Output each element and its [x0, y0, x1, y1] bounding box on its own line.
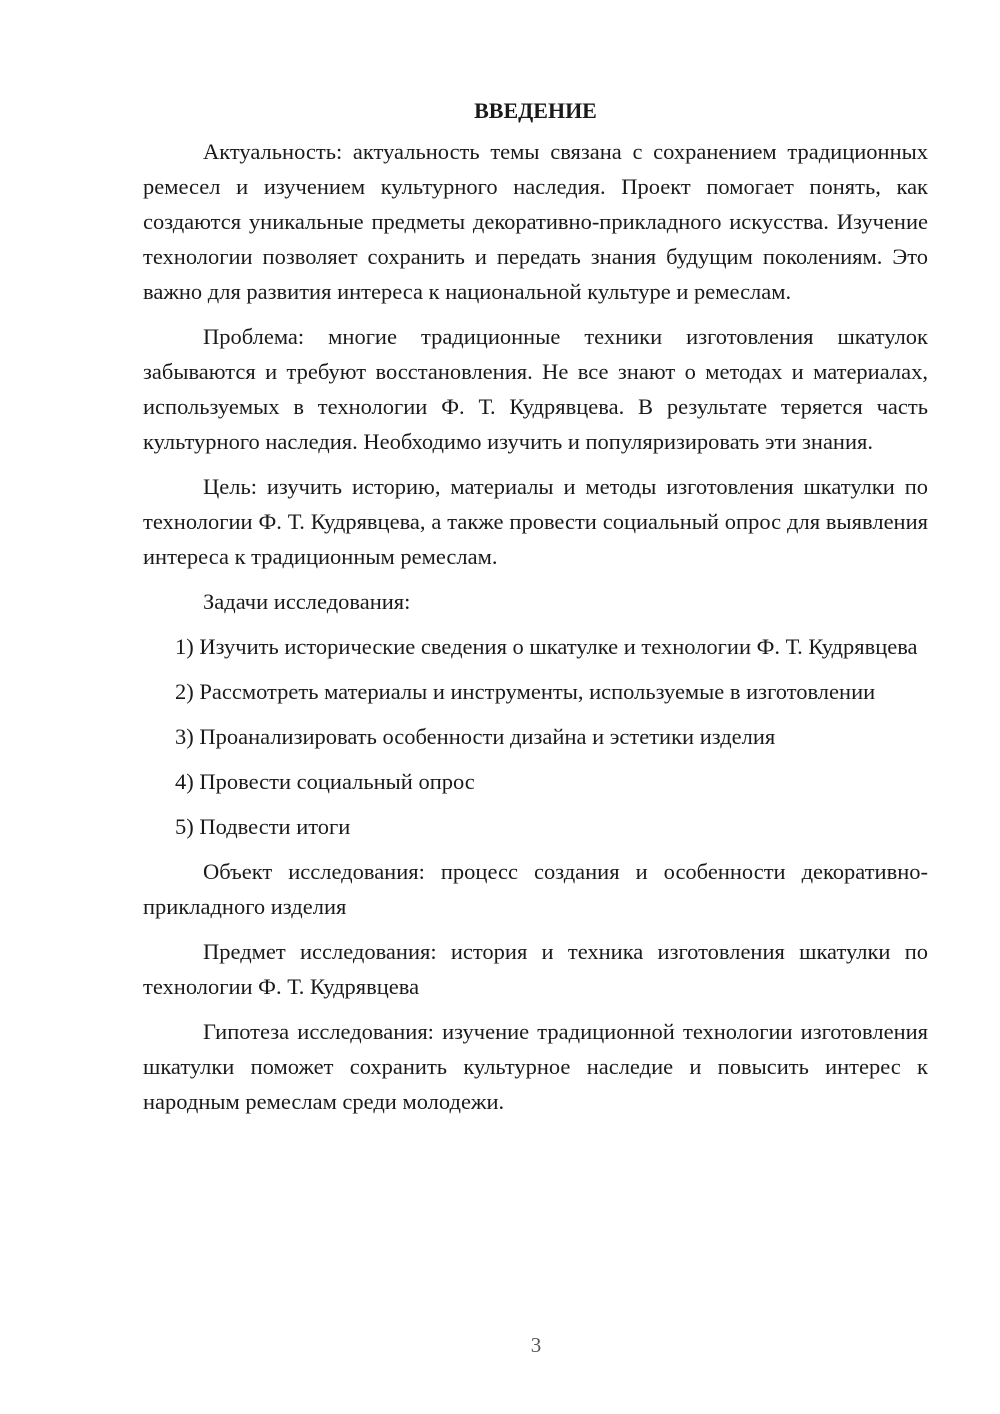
- section-title: ВВЕДЕНИЕ: [474, 98, 597, 123]
- task-item: 3) Проанализировать особенности дизайна и эстетики изделия: [175, 724, 776, 749]
- paragraph-object: Объект исследования: процесс создания и особенности декоративно-прикладного изделия: [143, 859, 928, 919]
- page-number: 3: [530, 1333, 542, 1357]
- paragraph-hypothesis: Гипотеза исследования: изучение традиционной технологии изготовления шкатулки поможет сохранить культурное наследие и повысить интерес к народным ремеслам среди молодежи.: [143, 1019, 928, 1114]
- task-item: 5) Подвести итоги: [175, 814, 351, 839]
- document-page: [143, 95, 928, 1119]
- paragraph-subject: Предмет исследования: история и техника изготовления шкатулки по технологии Ф. Т. Кудрявцева: [143, 939, 928, 999]
- task-item: 2) Рассмотреть материалы и инструменты, используемые в изготовлении: [175, 679, 876, 704]
- paragraph-tasks-heading: Задачи исследования:: [203, 589, 411, 614]
- task-item: 1) Изучить исторические сведения о шкатулке и технологии Ф. Т. Кудрявцева: [175, 634, 918, 659]
- paragraph-goal: Цель: изучить историю, материалы и методы изготовления шкатулки по технологии Ф. Т. Кудрявцева, а также провести социальный опрос для выявления интереса к традиционным ремеслам.: [143, 474, 928, 569]
- task-item: 4) Провести социальный опрос: [175, 769, 475, 794]
- paragraph-problem: Проблема: многие традиционные техники изготовления шкатулок забываются и требуют восстановления. Не все знают о методах и материалах, используемых в технологии Ф. Т. Кудрявцева. В результате теряется часть культурного наследия. Необходимо изучить и популяризировать эти знания.: [143, 324, 928, 454]
- paragraph-relevance: Актуальность: актуальность темы связана с сохранением традиционных ремесел и изучением культурного наследия. Проект помогает понять, как создаются уникальные предметы декоративно-прикладного искусства. Изучение технологии позволяет сохранить и передать знания будущим поколениям. Это важно для развития интереса к национальной культуре и ремеслам.: [143, 139, 928, 304]
